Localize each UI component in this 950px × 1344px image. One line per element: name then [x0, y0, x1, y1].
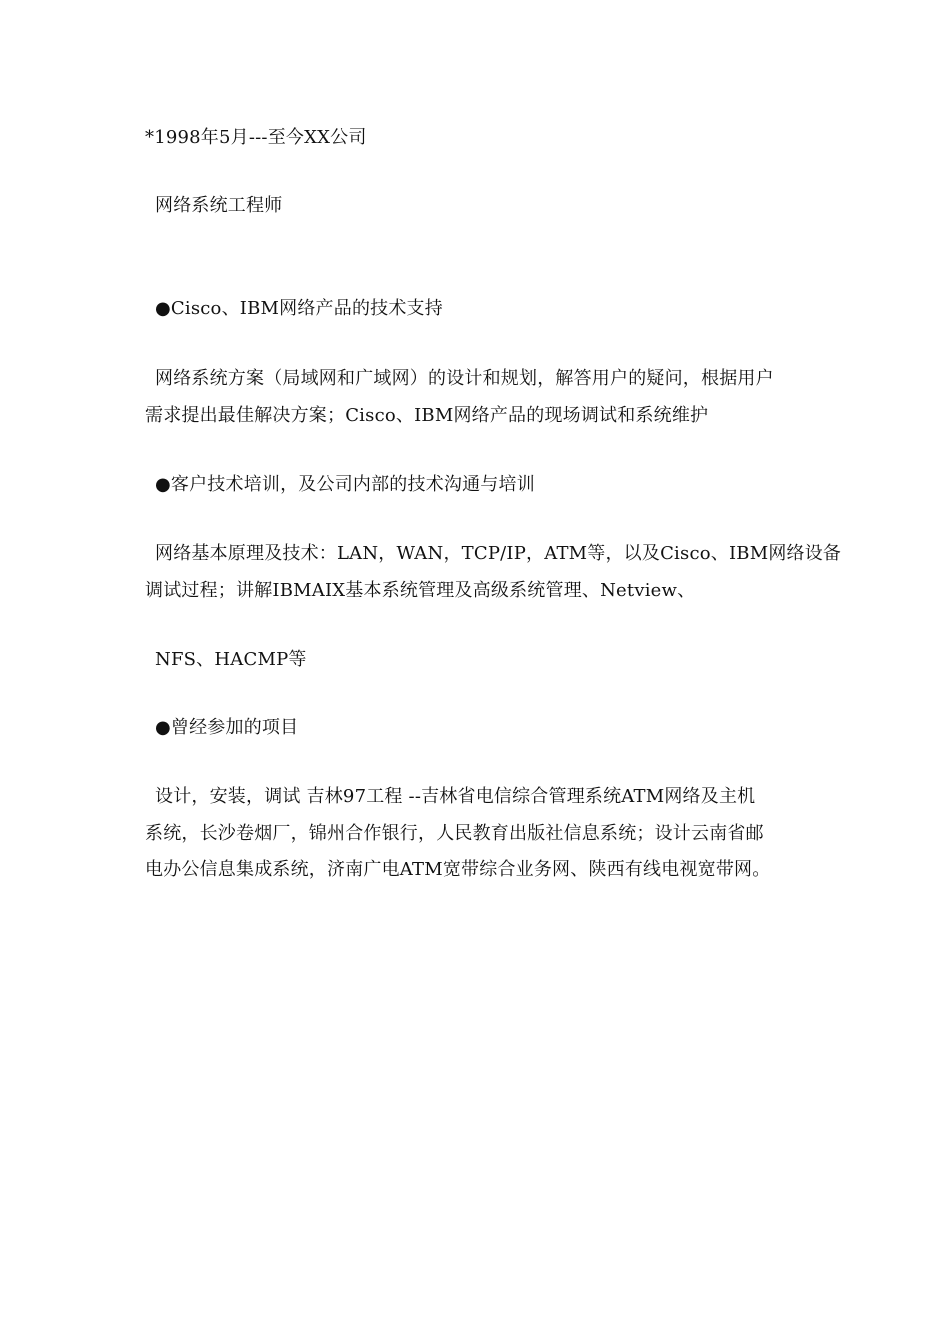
duty-description-line: 调试过程；讲解IBMAIX基本系统管理及高级系统管理、Netview、 — [145, 580, 696, 601]
duty-description-line: 网络系统方案（局域网和广域网）的设计和规划，解答用户的疑问，根据用户 — [155, 368, 774, 389]
project-description-line: 设计，安装，调试 吉林97工程 --吉林省电信综合管理系统ATM网络及主机 — [155, 786, 756, 807]
duty-description-line: 网络基本原理及技术：LAN，WAN，TCP/IP，ATM等，以及Cisco、IBM网络设备 — [155, 543, 842, 564]
duty-heading-projects: ●曾经参加的项目 — [155, 717, 299, 738]
duty-heading-training: ●客户技术培训，及公司内部的技术沟通与培训 — [155, 474, 535, 495]
employment-period: *1998年5月---至今XX公司 — [145, 127, 367, 148]
project-description-line: 系统，长沙卷烟厂，锦州合作银行，人民教育出版社信息系统；设计云南省邮 — [145, 823, 764, 844]
project-description-line: 电办公信息集成系统，济南广电ATM宽带综合业务网、陕西有线电视宽带网。 — [145, 859, 771, 880]
duty-description-line: NFS、HACMP等 — [155, 649, 307, 670]
duty-description-line: 需求提出最佳解决方案；Cisco、IBM网络产品的现场调试和系统维护 — [145, 405, 709, 426]
duty-heading-tech-support: ●Cisco、IBM网络产品的技术支持 — [155, 298, 443, 319]
job-title: 网络系统工程师 — [155, 195, 283, 216]
